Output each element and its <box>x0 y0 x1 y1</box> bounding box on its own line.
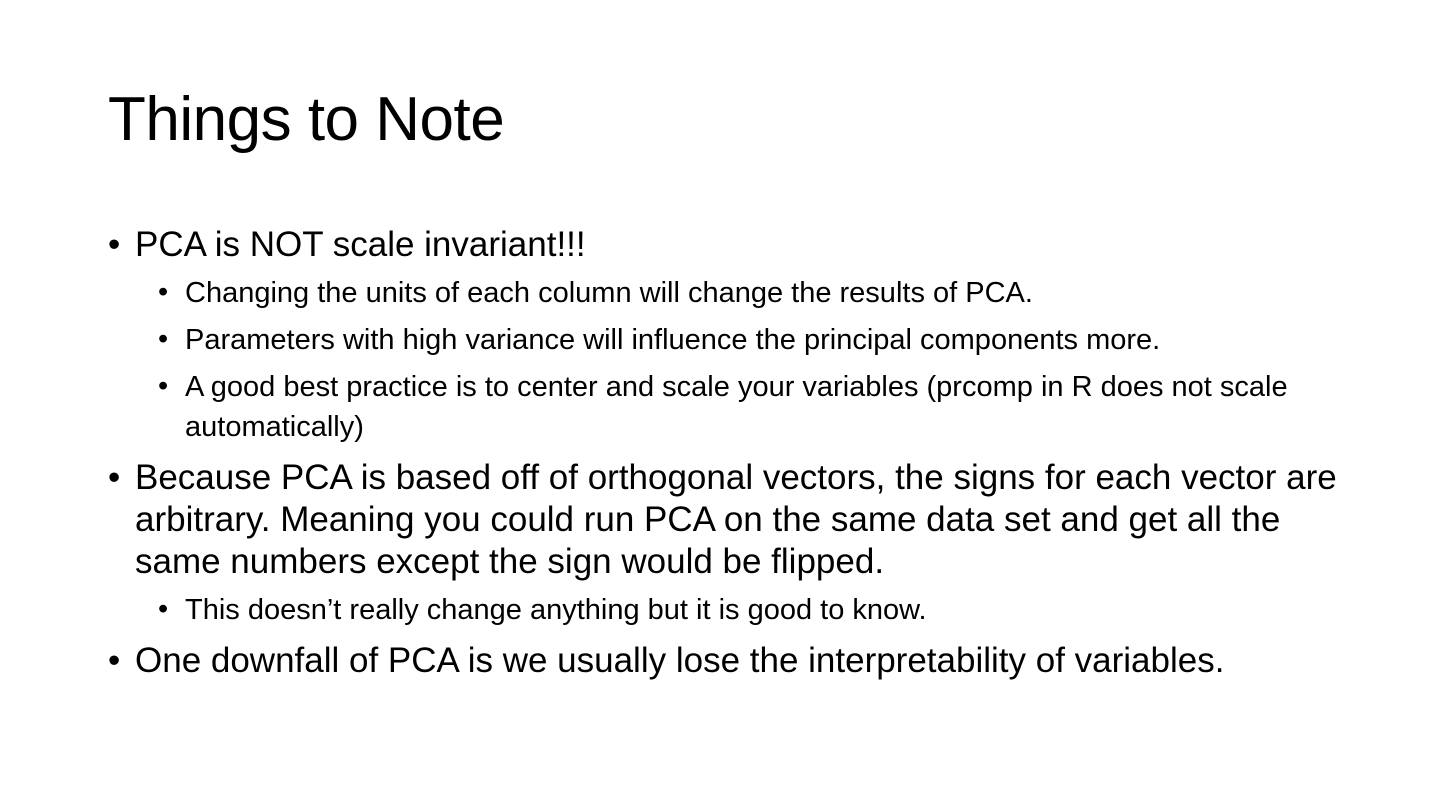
bullet-text: Because PCA is based off of orthogonal vectors, the signs for each vector are arbitrary. Meaning you could run PCA on the same data set and get all the same numbers except the sign would be flipped. <box>135 458 1337 581</box>
sub-bullet-list <box>108 273 1348 447</box>
sub-bullet-dot: • <box>158 323 169 355</box>
bullet-dot: • <box>108 458 121 497</box>
bullet-item <box>108 457 1348 583</box>
bullet-item <box>108 224 1348 266</box>
sub-bullet-text: Parameters with high variance will influence the principal components more. <box>185 324 1161 356</box>
bullet-text: PCA is NOT scale invariant!!! <box>135 225 586 264</box>
slide-title: Things to Note <box>108 85 505 154</box>
bullet-dot: • <box>108 641 121 680</box>
bullet-text: One downfall of PCA is we usually lose the interpretability of variables. <box>135 641 1225 680</box>
sub-bullet-item <box>158 320 1348 360</box>
sub-bullet-item <box>158 367 1348 447</box>
sub-bullet-dot: • <box>158 276 169 308</box>
sub-bullet-text: Changing the units of each column will change the results of PCA. <box>185 277 1033 309</box>
sub-bullet-item <box>158 273 1348 313</box>
sub-bullet-dot: • <box>158 370 169 402</box>
sub-bullet-dot: • <box>158 593 169 625</box>
sub-bullet-list <box>108 590 1348 630</box>
sub-bullet-text: This doesn’t really change anything but it is good to know. <box>185 594 927 626</box>
bullet-item <box>108 640 1348 682</box>
bullet-list <box>108 224 1348 682</box>
sub-bullet-item <box>158 590 1348 630</box>
bullet-dot: • <box>108 225 121 264</box>
sub-bullet-text: A good best practice is to center and scale your variables (prcomp in R does not scale automatically) <box>185 371 1288 443</box>
